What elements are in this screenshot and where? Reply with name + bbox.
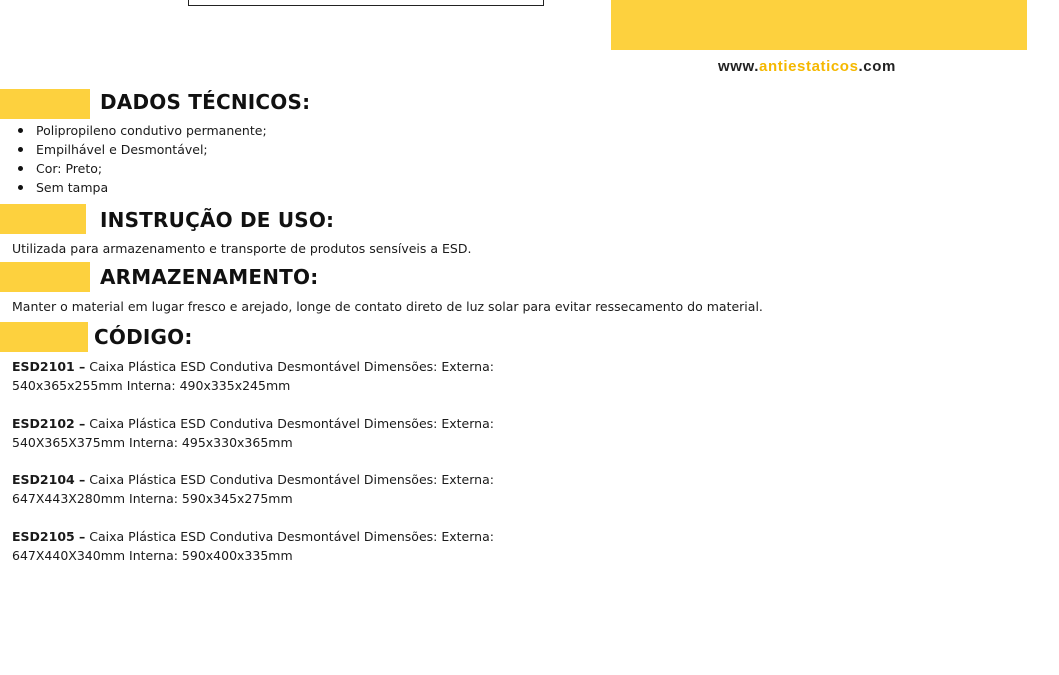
product-dimensions: 647X443X280mm Interna: 590x345x275mm	[12, 491, 293, 506]
product-code: ESD2105 –	[12, 529, 86, 544]
code-entry	[12, 527, 552, 565]
list-item: Empilhável e Desmontável;	[12, 140, 267, 159]
product-image-frame	[188, 0, 544, 6]
section-title-instrucao: INSTRUÇÃO DE USO:	[100, 208, 335, 232]
website-prefix: www.	[718, 58, 760, 75]
header-banner	[611, 0, 1027, 50]
website-link[interactable]	[718, 58, 896, 75]
product-dimensions: 647X440X340mm Interna: 590x400x335mm	[12, 548, 293, 563]
product-code: ESD2101 –	[12, 359, 86, 374]
product-description: Caixa Plástica ESD Condutiva Desmontável Dimensões: Externa:	[85, 416, 494, 431]
section-bar-instrucao	[0, 204, 86, 234]
technical-data-list	[12, 121, 267, 197]
product-code: ESD2102 –	[12, 416, 86, 431]
list-item: Polipropileno condutivo permanente;	[12, 121, 267, 140]
section-bar-armazenamento	[0, 262, 90, 292]
section-title-codigo: CÓDIGO:	[94, 325, 193, 349]
product-description: Caixa Plástica ESD Condutiva Desmontável Dimensões: Externa:	[85, 359, 494, 374]
website-suffix: .com	[858, 58, 896, 75]
section-title-dados-tecnicos: DADOS TÉCNICOS:	[100, 90, 311, 114]
product-dimensions: 540X365X375mm Interna: 495x330x365mm	[12, 435, 293, 450]
product-dimensions: 540x365x255mm Interna: 490x335x245mm	[12, 378, 291, 393]
section-bar-dados-tecnicos	[0, 89, 90, 119]
code-entry	[12, 470, 552, 508]
code-entry	[12, 357, 552, 395]
list-item: Cor: Preto;	[12, 159, 267, 178]
code-entry	[12, 414, 552, 452]
section-title-armazenamento: ARMAZENAMENTO:	[100, 265, 319, 289]
section-bar-codigo	[0, 322, 88, 352]
product-code: ESD2104 –	[12, 472, 86, 487]
product-description: Caixa Plástica ESD Condutiva Desmontável Dimensões: Externa:	[85, 529, 494, 544]
list-item: Sem tampa	[12, 178, 267, 197]
armazenamento-text: Manter o material em lugar fresco e arejado, longe de contato direto de luz solar para evitar ressecamento do material.	[12, 299, 763, 314]
instrucao-text: Utilizada para armazenamento e transporte de produtos sensíveis a ESD.	[12, 241, 472, 256]
product-description: Caixa Plástica ESD Condutiva Desmontável Dimensões: Externa:	[85, 472, 494, 487]
website-brand: antiestaticos	[759, 58, 859, 75]
